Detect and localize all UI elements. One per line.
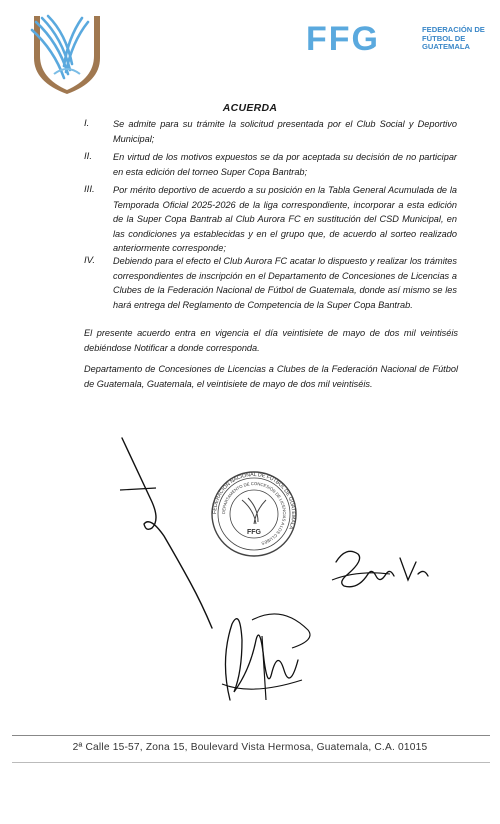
- signature-bottom: [212, 600, 332, 710]
- effective-date-paragraph: El presente acuerdo entra en vigencia el día veintisiete de mayo de dos mil veintiséis debiéndose Notificar a donde corresponda.: [84, 328, 458, 353]
- seal-center-text: FFG: [247, 529, 261, 536]
- brand-line: GUATEMALA: [422, 42, 470, 52]
- footer-divider: [12, 735, 490, 736]
- item-text: Se admite para su trámite la solicitud presentada por el Club Social y Deportivo Municipal;: [113, 119, 457, 144]
- item-number: I.: [84, 118, 90, 129]
- brand-line: FEDERACIÓN DE: [422, 25, 485, 34]
- brand-header: [306, 22, 486, 62]
- brand-line: FÚTBOL DE: [422, 33, 466, 43]
- signature-right: [328, 540, 438, 600]
- item-number: III.: [84, 184, 95, 195]
- document-title: ACUERDA: [222, 102, 278, 114]
- ffg-emblem-icon: [28, 12, 106, 94]
- item-number: IV.: [84, 255, 96, 266]
- item-text: Por mérito deportivo de acuerdo a su posición en la Tabla General Acumulada de la Temporada Oficial 2025-2026 de la liga correspondiente, incorporar a esta edición de la Super Copa Bantrab al Club Aurora FC en sustitución del CSD Municipal, en las condiciones ya establecidas y en el grupo que, de acuerdo al sorteo realizado anteriormente corresponde;: [113, 185, 457, 254]
- footer-divider-bottom: [12, 762, 490, 763]
- seal-inner-text: [221, 481, 287, 546]
- item-text: Debiendo para el efecto el Club Aurora FC acatar lo dispuesto y realizar los trámites correspondientes de inscripción en el Departamento de Concesiones de Licencias a Clubes de la Federación Nacional de Fútbol de Guatemala, donde así mismo se les hará entrega del Reglamento de Competencia de la Super Copa Bantrab.: [113, 256, 457, 310]
- footer-address: 2ª Calle 15-57, Zona 15, Boulevard Vista Hermosa, Guatemala, C.A. 01015: [72, 742, 428, 753]
- brand-acronym: FFG: [306, 20, 380, 58]
- item-text: En virtud de los motivos expuestos se da por aceptada su decisión de no participar en esta edición del torneo Super Copa Bantrab;: [113, 152, 457, 177]
- item-number: II.: [84, 151, 92, 162]
- issuing-department-paragraph: Departamento de Concesiones de Licencias a Clubes de la Federación Nacional de Fútbol de Guatemala, Guatemala, el veintisiete de mayo de dos mil veintiséis.: [84, 364, 458, 389]
- brand-full-name: [422, 26, 488, 52]
- official-seal: [210, 470, 298, 558]
- seal-inner-text-path: DEPARTAMENTO DE CONCESIÓN DE LICENCIAS A LOS CLUBES: [220, 480, 288, 546]
- seal-outer-text-path: FEDERACIÓN NACIONAL DE FÚTBOL DE GUATEMALA: [211, 471, 297, 530]
